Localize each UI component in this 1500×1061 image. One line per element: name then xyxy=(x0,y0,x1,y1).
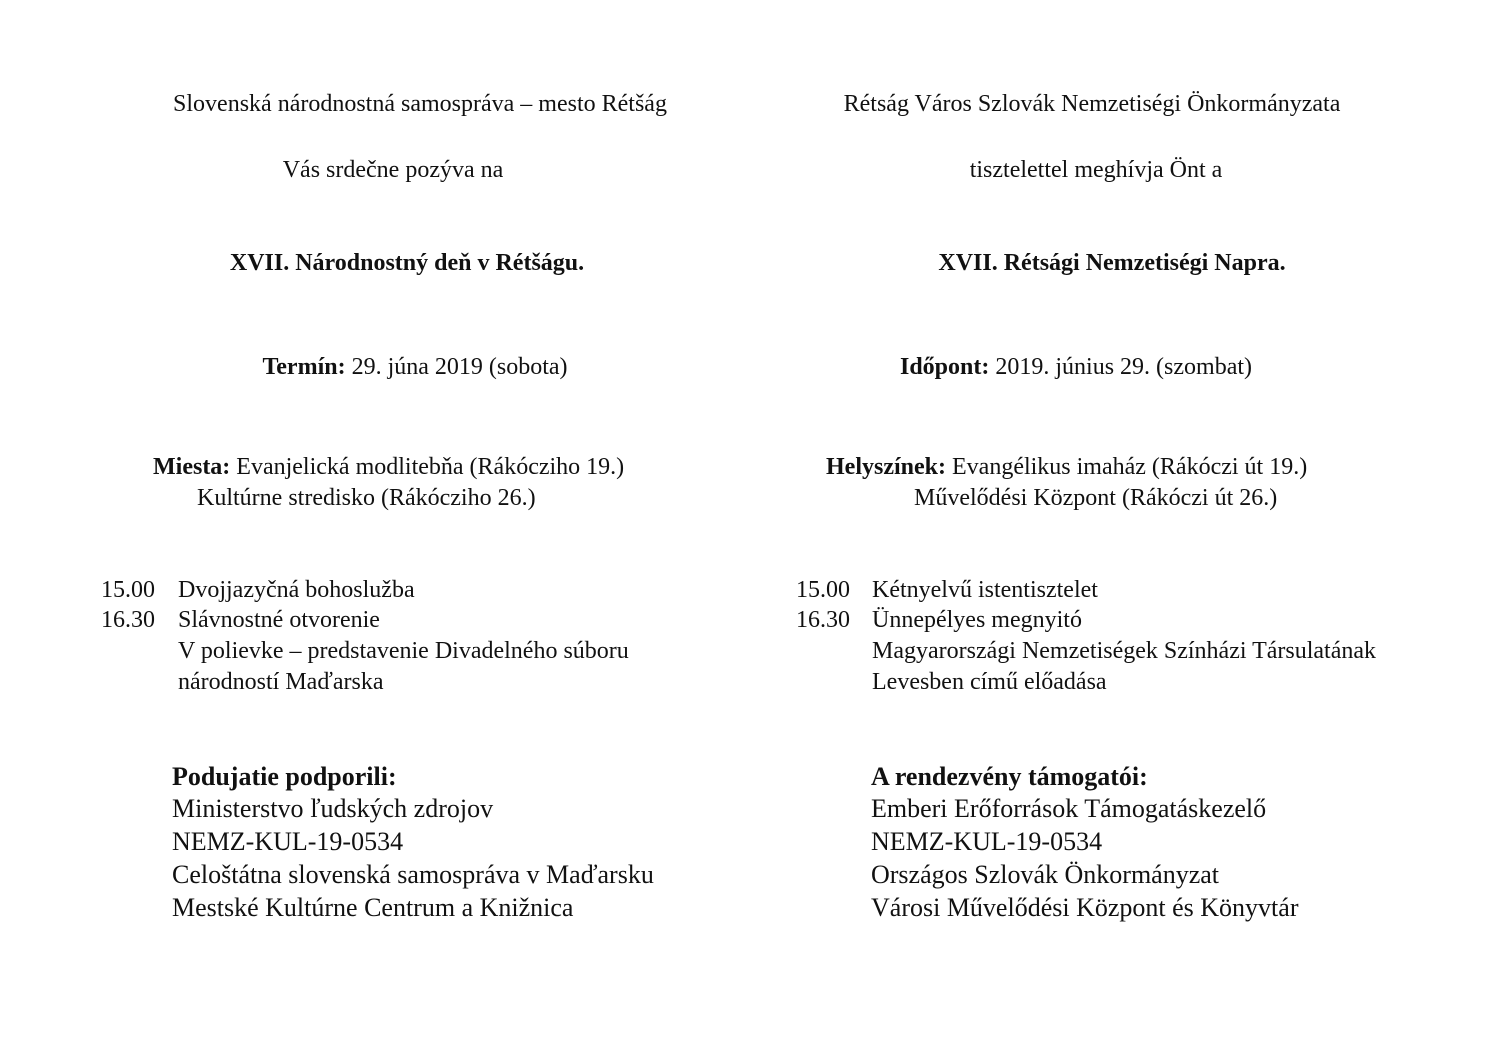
schedule-item: Slávnostné otvorenie xyxy=(178,607,380,633)
hungarian-places xyxy=(826,452,1307,482)
schedule-item: Levesben című előadása xyxy=(872,669,1107,695)
supporter-item: Ministerstvo ľudských zdrojov xyxy=(172,794,494,823)
schedule-time: 16.30 xyxy=(796,607,850,633)
hungarian-date xyxy=(900,352,1252,382)
supporter-item: Emberi Erőforrások Támogatáskezelő xyxy=(871,794,1267,823)
slovak-invite-text: Vás srdečne pozýva na xyxy=(282,157,504,183)
slovak-date xyxy=(262,352,567,382)
hungarian-supporters-title: A rendezvény támogatói: xyxy=(871,762,1148,791)
supporter-item: Mestské Kultúrne Centrum a Knižnica xyxy=(172,893,574,922)
supporter-item: Országos Szlovák Önkormányzat xyxy=(871,860,1220,889)
hungarian-date-value: 2019. június 29. (szombat) xyxy=(989,354,1253,380)
slovak-place-2: Kultúrne stredisko (Rákócziho 26.) xyxy=(197,485,536,511)
slovak-event-title: XVII. Národnostný deň v Rétšágu. xyxy=(229,250,585,276)
slovak-date-value: 29. júna 2019 (sobota) xyxy=(345,354,568,380)
schedule-item: Dvojjazyčná bohoslužba xyxy=(178,577,415,603)
supporter-item: Városi Művelődési Központ és Könyvtár xyxy=(871,893,1299,922)
hungarian-place-1: Evangélikus imaház (Rákóczi út 19.) xyxy=(946,454,1308,480)
slovak-date-label: Termín: xyxy=(262,354,346,380)
schedule-item: Kétnyelvű istentisztelet xyxy=(872,577,1098,603)
supporter-item: Celoštátna slovenská samospráva v Maďarsku xyxy=(172,860,654,889)
slovak-place-1: Evanjelická modlitebňa (Rákócziho 19.) xyxy=(230,454,625,480)
slovak-places-label: Miesta: xyxy=(153,454,231,480)
schedule-time: 15.00 xyxy=(101,577,155,603)
supporter-item: NEMZ-KUL-19-0534 xyxy=(172,827,404,856)
schedule-item: V polievke – predstavenie Divadelného súboru xyxy=(178,638,629,664)
hungarian-place-2: Művelődési Központ (Rákóczi út 26.) xyxy=(914,485,1278,511)
slovak-organizer: Slovenská národnostná samospráva – mesto Rétšág xyxy=(173,91,667,117)
hungarian-event-title: XVII. Rétsági Nemzetiségi Napra. xyxy=(938,250,1286,276)
hungarian-invitation xyxy=(750,0,1500,1061)
schedule-time: 16.30 xyxy=(101,607,155,633)
slovak-places xyxy=(153,452,624,482)
supporter-item: NEMZ-KUL-19-0534 xyxy=(871,827,1103,856)
schedule-item: Ünnepélyes megnyitó xyxy=(872,607,1082,633)
hungarian-date-label: Időpont: xyxy=(899,354,990,380)
schedule-time: 15.00 xyxy=(796,577,850,603)
slovak-supporters-title: Podujatie podporili: xyxy=(172,762,397,791)
schedule-item: Magyarországi Nemzetiségek Színházi Társulatának xyxy=(872,638,1377,664)
hungarian-places-label: Helyszínek: xyxy=(826,454,946,480)
hungarian-invite-text: tisztelettel meghívja Önt a xyxy=(969,157,1223,183)
schedule-item: národností Maďarska xyxy=(178,669,384,695)
hungarian-organizer: Rétság Város Szlovák Nemzetiségi Önkormányzata xyxy=(843,91,1341,117)
